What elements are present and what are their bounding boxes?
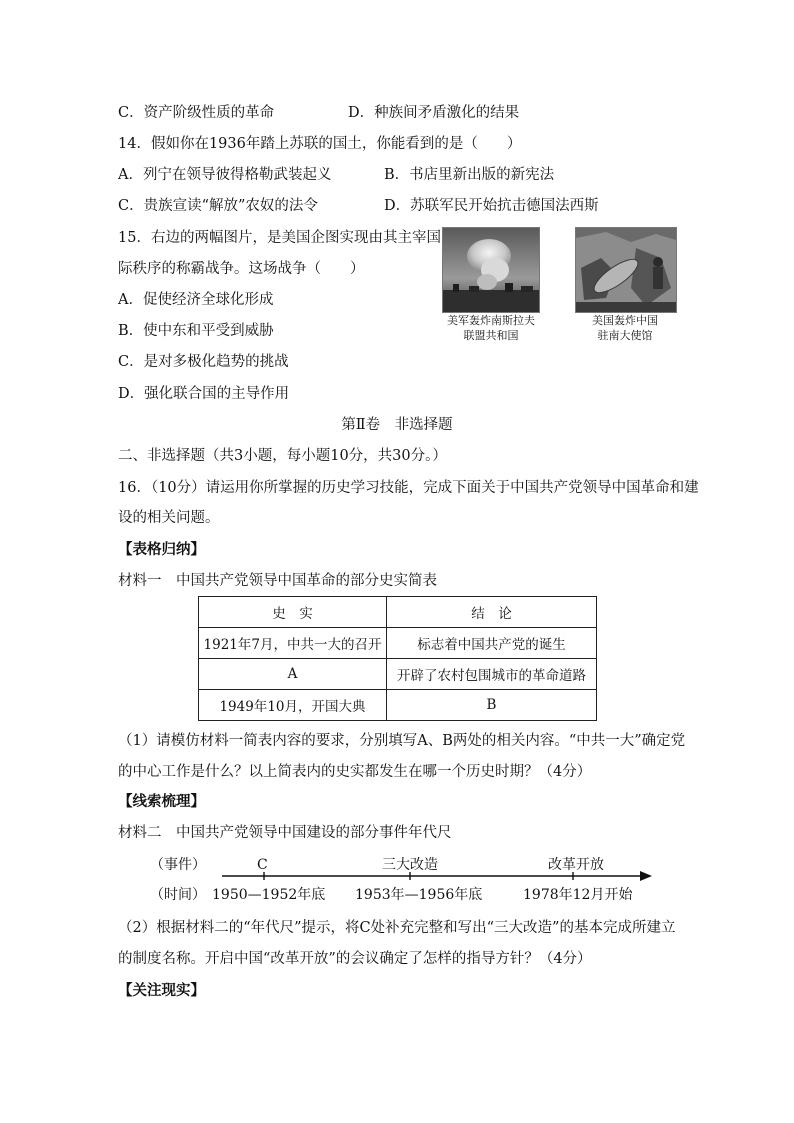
timeline-event-reform-opening: 改革开放 — [548, 857, 604, 873]
q13-option-c: C．资产阶级性质的革命 — [118, 105, 275, 121]
photo2-caption-line1: 美国轰炸中国 — [592, 314, 658, 327]
timeline-event-c: C — [257, 857, 268, 873]
table-cell: 1949年10月，开国大典 — [199, 690, 387, 721]
q16-stem-line1: 16．（10分）请运用你所掌握的历史学习技能，完成下面关于中国共产党领导中国革命和建 — [118, 480, 699, 496]
table-row — [199, 690, 597, 721]
q14-option-c: C．贵族宣读“解放”农奴的法令 — [118, 198, 318, 214]
part2-section-title: 二、非选择题（共3小题，每小题10分，共30分。） — [118, 448, 447, 464]
table-cell: B — [387, 690, 597, 721]
q15-option-c: C．是对多极化趋势的挑战 — [118, 354, 289, 370]
q14-option-b: B．书店里新出版的新宪法 — [384, 167, 555, 183]
table-header-facts: 史 实 — [199, 597, 387, 628]
table-cell: 1921年7月，中共一大的召开 — [199, 628, 387, 659]
table-row — [199, 628, 597, 659]
tag-clue-sorting: 【线索梳理】 — [118, 793, 205, 810]
q14-stem: 14．假如你在1936年踏上苏联的国土，你能看到的是（ ） — [118, 136, 522, 152]
timeline-time-label: （时间） — [150, 887, 206, 903]
table-cell: 开辟了农村包围城市的革命道路 — [387, 659, 597, 690]
q16-stem-line2: 设的相关问题。 — [118, 510, 220, 526]
q15-stem-line2: 际秩序的称霸战争。这场战争（ ） — [118, 261, 365, 277]
q16-sub1-line1: （1）请模仿材料一简表内容的要求，分别填写A、B两处的相关内容。“中共一大”确定党 — [118, 733, 686, 749]
q16-sub2-line1: （2）根据材料二的“年代尺”提示，将C处补充完整和写出“三大改造”的基本完成所建立 — [118, 920, 676, 936]
q13-option-d: D．种族间矛盾激化的结果 — [348, 105, 520, 121]
bombing-yugoslavia-photo — [442, 227, 540, 313]
q15-option-d: D．强化联合国的主导作用 — [118, 386, 290, 402]
timeline-event-three-reforms: 三大改造 — [382, 857, 438, 873]
table-cell: A — [199, 659, 387, 690]
material2-title: 材料二 中国共产党领导中国建设的部分事件年代尺 — [118, 825, 452, 841]
part2-heading: 第Ⅱ卷 非选择题 — [341, 417, 453, 433]
timeline-time-1950: 1950—1952年底 — [212, 887, 326, 903]
q15-stem-line1: 15．右边的两幅图片，是美国企图实现由其主宰国 — [118, 230, 441, 246]
timeline-event-label: （事件） — [150, 857, 206, 873]
q14-option-a: A．列宁在领导彼得格勒武装起义 — [118, 167, 332, 183]
table-header-row — [199, 597, 597, 628]
timeline-time-1978: 1978年12月开始 — [523, 887, 633, 903]
q16-sub2-line2: 的制度名称。开启中国“改革开放”的会议确定了怎样的指导方针？（4分） — [118, 951, 592, 967]
photo1-caption-line1: 美军轰炸南斯拉夫 — [447, 314, 535, 327]
embassy-bombing-photo — [575, 227, 677, 313]
table-header-conclusion: 结 论 — [387, 597, 597, 628]
material1-title: 材料一 中国共产党领导中国革命的部分史实简表 — [118, 573, 437, 589]
history-facts-table — [198, 596, 597, 721]
photo2-caption-line2: 驻南大使馆 — [597, 329, 653, 342]
timeline-time-1953: 1953年—1956年底 — [355, 887, 483, 903]
tag-focus-reality: 【关注现实】 — [118, 982, 205, 999]
table-cell: 标志着中国共产党的诞生 — [387, 628, 597, 659]
photo1-caption-line2: 联盟共和国 — [463, 329, 519, 342]
tag-table-summary: 【表格归纳】 — [118, 541, 205, 558]
timeline-axis — [220, 868, 660, 884]
table-row — [199, 659, 597, 690]
q14-option-d: D．苏联军民开始抗击德国法西斯 — [384, 198, 599, 214]
q15-option-b: B．使中东和平受到威胁 — [118, 323, 274, 339]
q16-sub1-line2: 的中心工作是什么？以上简表内的史实都发生在哪一个历史时期？（4分） — [118, 764, 592, 780]
q15-option-a: A．促使经济全球化形成 — [118, 292, 274, 308]
